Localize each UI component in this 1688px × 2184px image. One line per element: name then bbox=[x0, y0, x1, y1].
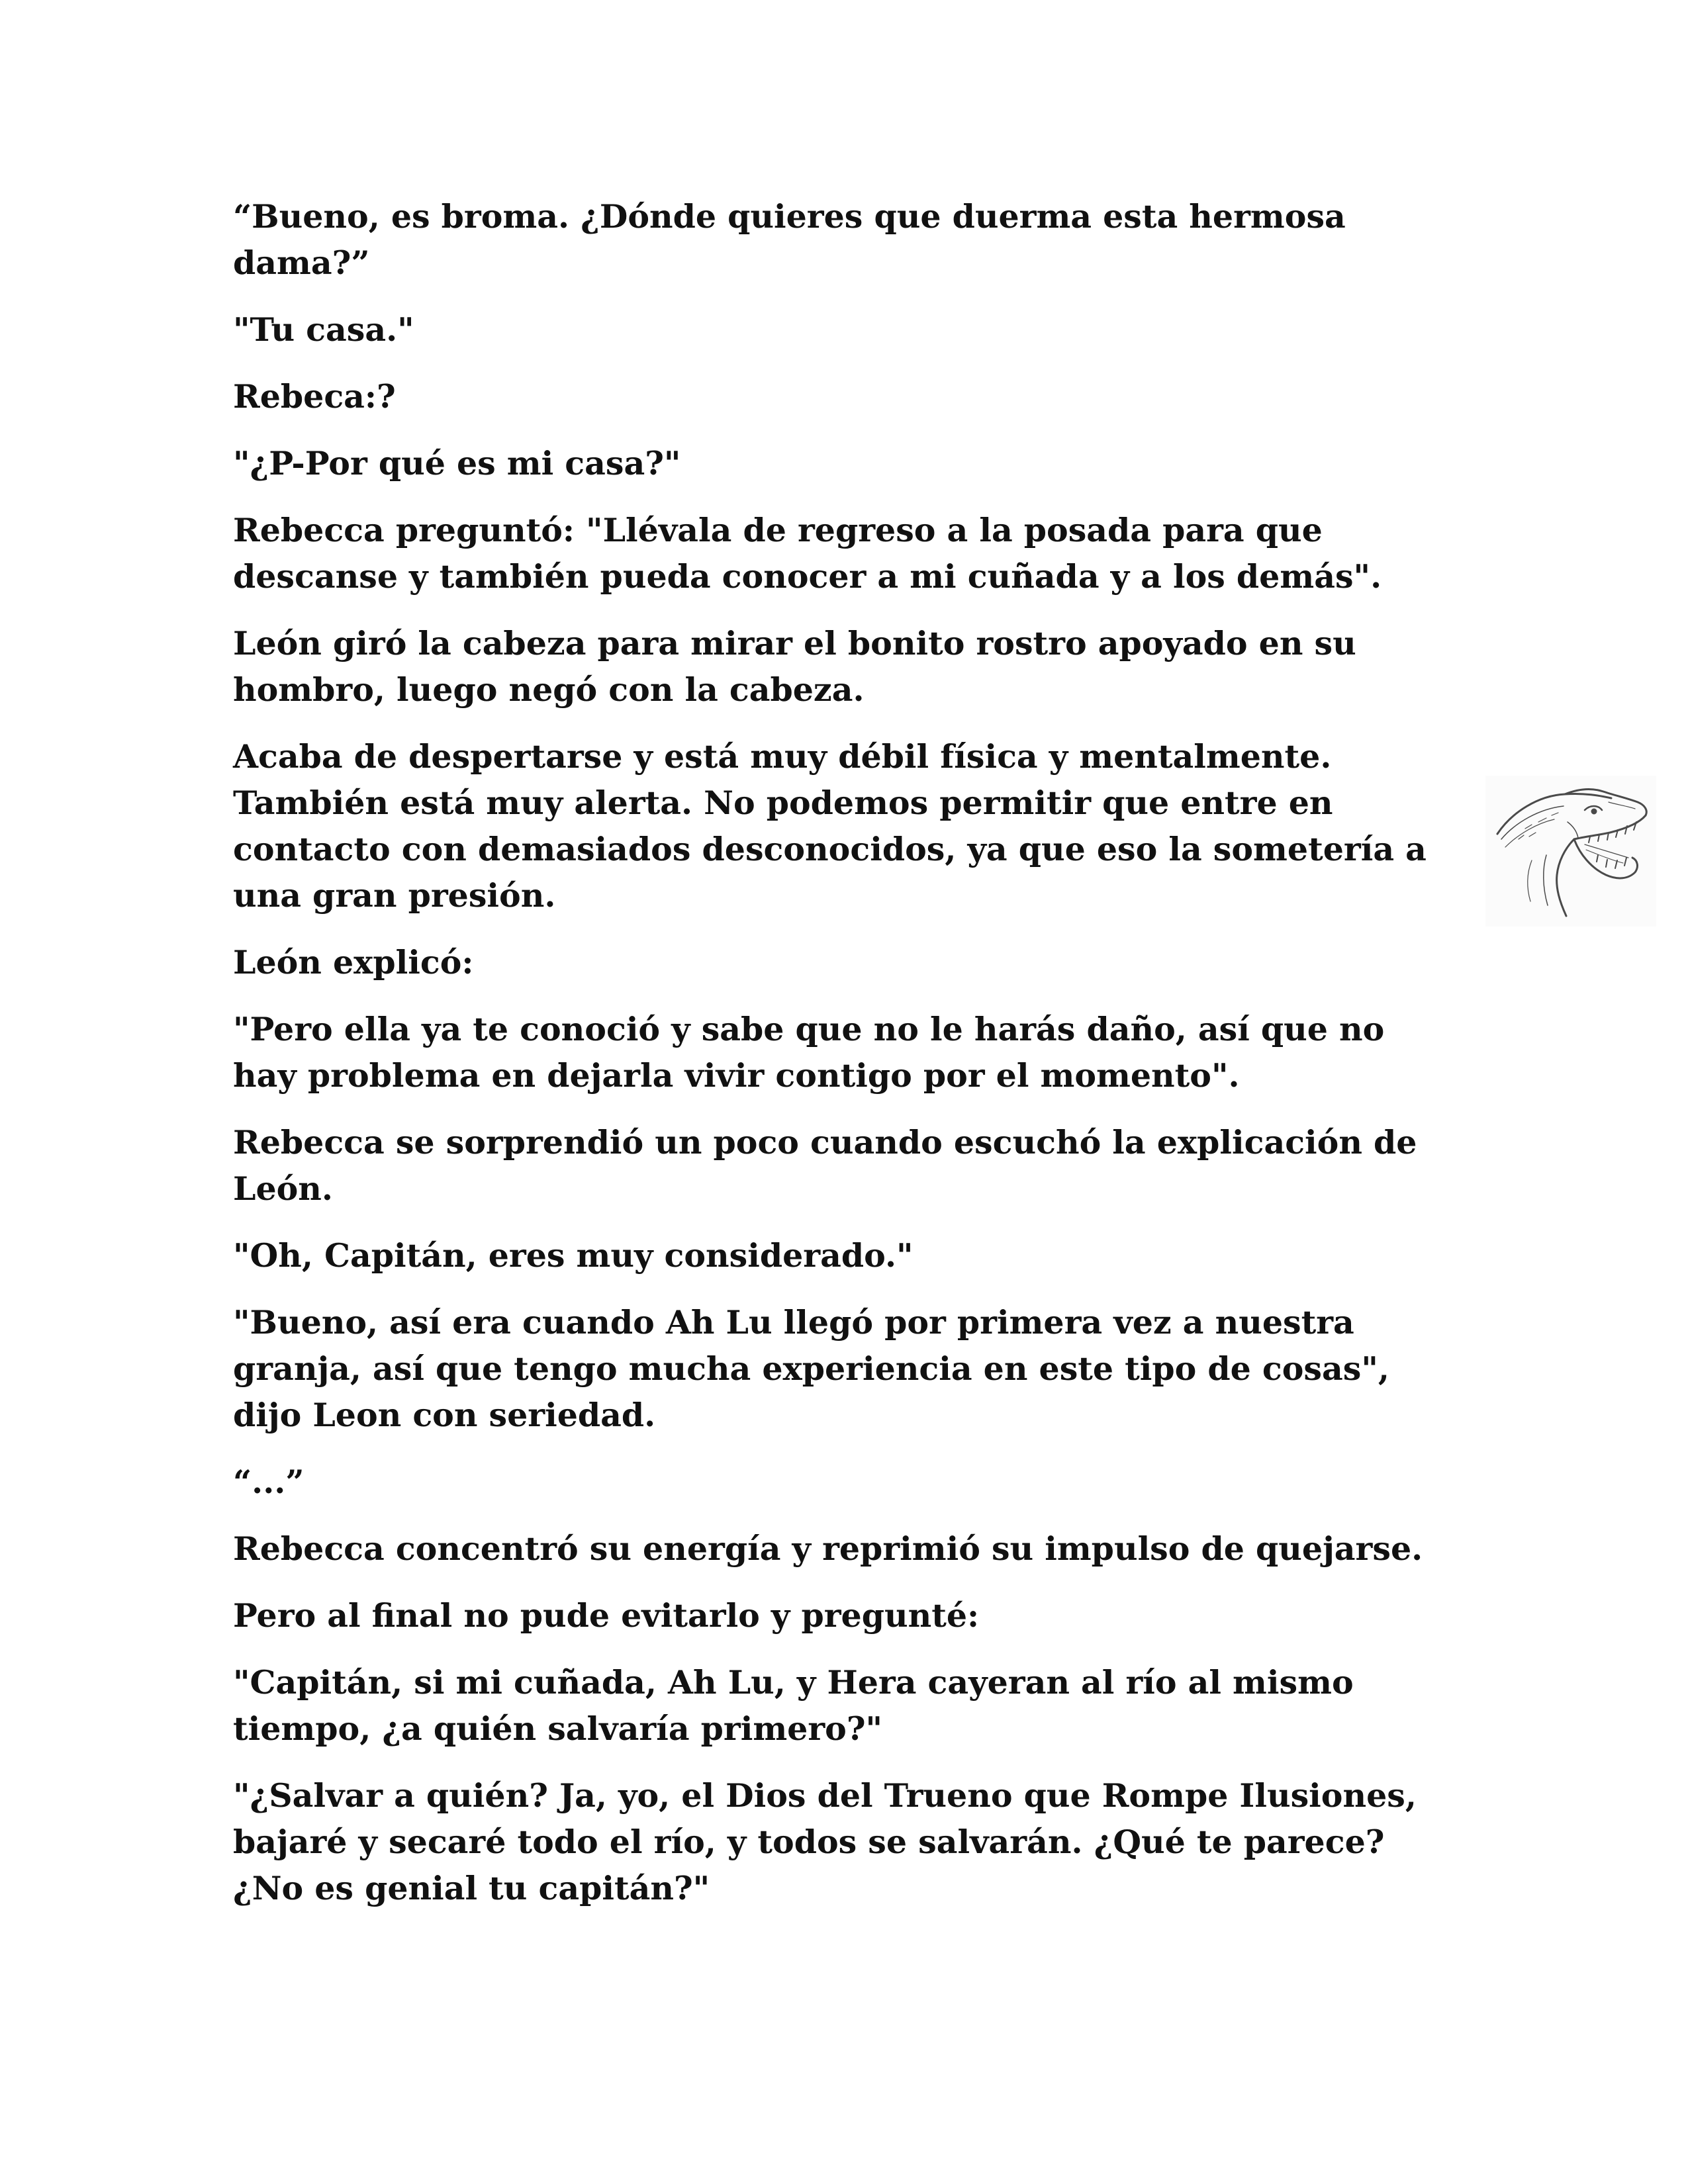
paragraph: "¿Salvar a quién? Ja, yo, el Dios del Trueno que Rompe Ilusiones, bajaré y secaré todo el río, y todos se salvarán. ¿Qué te parece? ¿No es genial tu capitán?" bbox=[233, 1776, 1417, 1907]
paragraph: Rebecca concentró su energía y reprimió su impulso de quejarse. bbox=[233, 1529, 1423, 1568]
paragraph: “Bueno, es broma. ¿Dónde quieres que duerma esta hermosa dama?” bbox=[233, 197, 1346, 282]
paragraph: “...” bbox=[233, 1463, 305, 1501]
paragraph: Rebeca:? bbox=[233, 377, 396, 416]
paragraph: Rebecca preguntó: "Llévala de regreso a la posada para que descanse y también pueda conocer a mi cuñada y a los demás". bbox=[233, 511, 1382, 596]
paragraph: León giró la cabeza para mirar el bonito rostro apoyado en su hombro, luego negó con la cabeza. bbox=[233, 624, 1356, 709]
paragraph: "Bueno, así era cuando Ah Lu llegó por primera vez a nuestra granja, así que tengo mucha experiencia en este tipo de cosas", dijo Leon con seriedad. bbox=[233, 1303, 1389, 1434]
paragraph: "¿P-Por qué es mi casa?" bbox=[233, 444, 681, 482]
paragraph: Acaba de despertarse y está muy débil física y mentalmente. También está muy alerta. No podemos permitir que entre en contacto con demasiados desconocidos, ya que eso la sometería a una gran presión. bbox=[233, 737, 1427, 915]
paragraph: "Pero ella ya te conoció y sabe que no le harás daño, así que no hay problema en dejarla vivir contigo por el momento". bbox=[233, 1010, 1385, 1095]
paragraph: Pero al final no pude evitarlo y pregunté: bbox=[233, 1596, 980, 1635]
paragraph: "Capitán, si mi cuñada, Ah Lu, y Hera cayeran al río al mismo tiempo, ¿a quién salvaría primero?" bbox=[233, 1663, 1354, 1748]
paragraph: "Tu casa." bbox=[233, 310, 414, 349]
paragraph: Rebecca se sorprendió un poco cuando escuchó la explicación de León. bbox=[233, 1123, 1417, 1208]
paragraph: León explicó: bbox=[233, 943, 474, 981]
paragraph: "Oh, Capitán, eres muy considerado." bbox=[233, 1236, 914, 1275]
document-body bbox=[233, 193, 1451, 1932]
dinosaur-head-sketch-icon bbox=[1485, 776, 1656, 927]
